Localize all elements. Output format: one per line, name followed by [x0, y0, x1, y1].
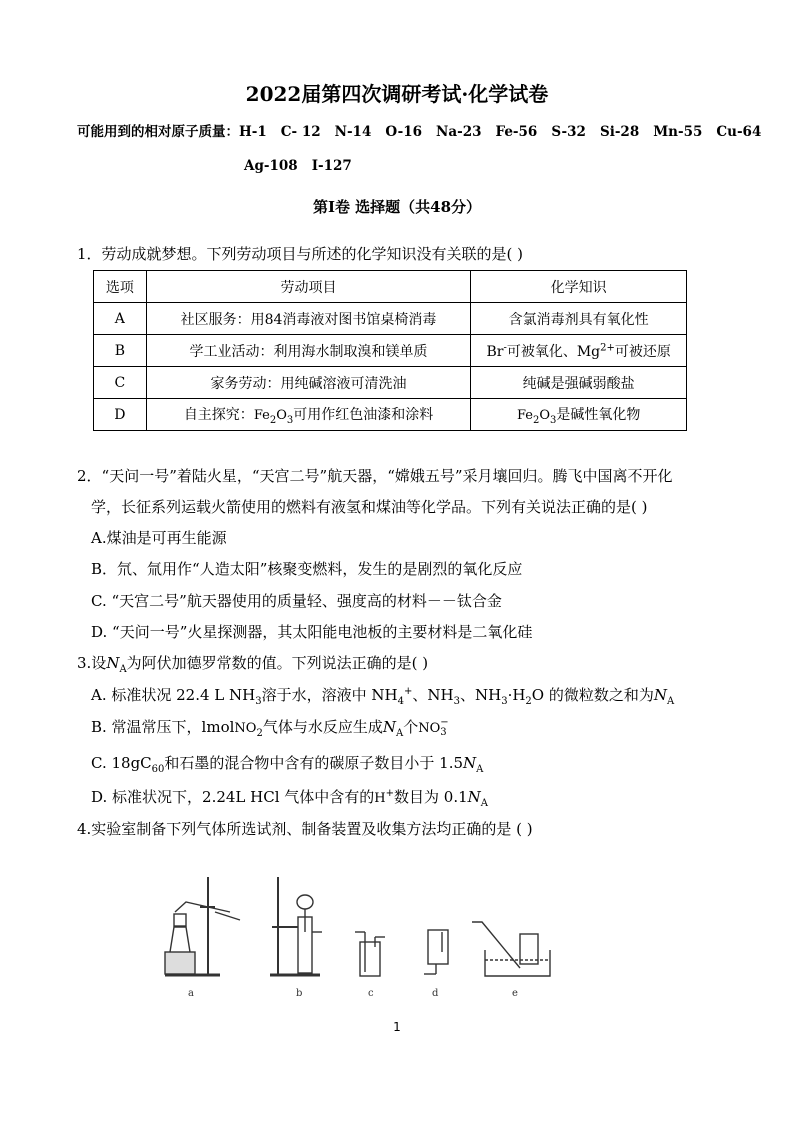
- avogadro-symbol: N: [382, 718, 396, 736]
- q3-option-d: [91, 786, 488, 809]
- apparatus-c-image: [355, 932, 385, 976]
- table-row: [94, 367, 687, 399]
- formula: Mg: [576, 343, 601, 360]
- q2-option-b: B．氘、氚用作“人造太阳”核聚变燃料，发生的是剧烈的氧化反应: [91, 560, 523, 578]
- row-labor: 学工业活动：利用海水制取溴和镁单质: [146, 335, 471, 367]
- subscript: A: [119, 664, 127, 675]
- q4-stem: 4.实验室制备下列气体所选试剂、制备装置及收集方法均正确的是 ( ): [77, 820, 533, 838]
- subscript: A: [395, 728, 404, 739]
- avogadro-symbol: N: [463, 754, 477, 772]
- text: 溶于水，溶液中 NH: [261, 686, 398, 704]
- subscript: 2: [256, 728, 263, 739]
- apparatus-a-image: [165, 877, 240, 975]
- mass-item: N-14: [334, 124, 372, 140]
- avogadro-symbol: N: [106, 654, 120, 672]
- text: 可被氧化、: [506, 343, 577, 360]
- header-labor: 劳动项目: [146, 271, 471, 303]
- q2-option-a: A.煤油是可再生能源: [91, 529, 227, 547]
- subscript: 3: [453, 696, 460, 707]
- text: O 的微粒数之和为: [531, 686, 654, 704]
- mass-item: C- 12: [280, 124, 321, 140]
- formula: C: [140, 754, 152, 772]
- formula: O: [276, 407, 287, 423]
- row-knowledge: [471, 335, 687, 367]
- row-knowledge: [471, 399, 687, 431]
- atomic-masses-line2: [244, 158, 366, 174]
- apparatus-b-image: [270, 877, 322, 975]
- subscript: 60: [151, 764, 165, 775]
- apparatus-e-image: [472, 922, 550, 976]
- row-labor: [146, 399, 471, 431]
- apparatus-d-image: [424, 930, 448, 974]
- atomic-masses-line1: [77, 120, 775, 140]
- text: C. 18g: [91, 754, 141, 772]
- table-row: [94, 335, 687, 367]
- subscript: A: [480, 798, 488, 809]
- row-option: D: [94, 399, 147, 431]
- apparatus-figure: [160, 872, 560, 1002]
- subscript: 2: [525, 696, 532, 707]
- mass-item: Mn-55: [653, 124, 703, 140]
- row-option: A: [94, 303, 147, 335]
- q1-stem: 1．劳动成就梦想。下列劳动项目与所述的化学知识没有关联的是( ): [77, 245, 524, 263]
- mass-item: Cu-64: [716, 124, 762, 140]
- mass-item: H-1: [239, 124, 267, 140]
- header-knowledge: 化学知识: [471, 271, 687, 303]
- subscript: 3: [286, 414, 294, 426]
- mass-item: Si-28: [599, 124, 640, 140]
- subscript: A: [476, 764, 484, 775]
- charge: 2+: [600, 341, 615, 353]
- avogadro-symbol: N: [467, 788, 481, 806]
- exam-title: 2022届第四次调研考试·化学试卷: [245, 82, 549, 106]
- formula: NO: [418, 721, 441, 736]
- q2-stem-line1: 2．“天问一号”着陆火星，“天宫二号”航天器，“嫦娥五号”采月壤回归。腾飞中国离不开化: [77, 467, 673, 485]
- page-number: 1: [393, 1020, 401, 1034]
- text: 气体与水反应生成: [262, 718, 383, 736]
- subscript: 3: [501, 696, 508, 707]
- subscript: 2: [532, 414, 540, 426]
- q3-stem: [77, 652, 428, 675]
- q3-option-c: [91, 752, 483, 775]
- text: 3.设: [77, 654, 107, 672]
- text: 可用作红色油漆和涂料: [293, 406, 434, 423]
- text: 个: [403, 718, 419, 736]
- formula: NO: [234, 721, 257, 736]
- mass-item: Fe-56: [495, 124, 538, 140]
- row-knowledge: 含氯消毒剂具有氧化性: [471, 303, 687, 335]
- subscript: 3: [550, 414, 557, 426]
- atomic-masses-label: 可能用到的相对原子质量：: [77, 124, 239, 140]
- formula: Fe: [516, 407, 533, 423]
- text: 数目为 0.1: [394, 788, 468, 806]
- text: 可被还原: [614, 343, 671, 360]
- apparatus-label-e: e: [512, 988, 518, 999]
- subscript: 2: [269, 414, 277, 426]
- subscript: 4: [397, 696, 404, 707]
- row-labor: 家务劳动：用纯碱溶液可清洗油: [146, 367, 471, 399]
- charge: +: [385, 788, 395, 799]
- subscript: A: [667, 696, 675, 707]
- table-row: [94, 399, 687, 431]
- text: ·H: [507, 686, 526, 704]
- text: 为阿伏加德罗常数的值。下列说法正确的是( ): [126, 654, 429, 672]
- apparatus-label-b: b: [296, 988, 303, 999]
- mass-item: O-16: [385, 124, 422, 140]
- q2-option-c: C. “天宫二号”航天器使用的质量轻、强度高的材料－－钛合金: [91, 592, 502, 610]
- q1-table: [93, 270, 687, 431]
- formula: Fe: [253, 407, 270, 423]
- table-row: [94, 303, 687, 335]
- mass-item: S-32: [551, 124, 586, 140]
- section-heading: 第Ⅰ卷 选择题（共48分）: [312, 198, 482, 216]
- charge: +: [403, 686, 413, 697]
- apparatus-label-d: d: [432, 988, 439, 999]
- row-option: C: [94, 367, 147, 399]
- text: 是碱性氧化物: [556, 406, 641, 423]
- formula: H: [374, 791, 386, 806]
- text: 、NH: [412, 686, 454, 704]
- row-labor: 社区服务：用84消毒液对图书馆桌椅消毒: [146, 303, 471, 335]
- header-option: 选项: [94, 271, 147, 303]
- formula: O: [539, 407, 550, 423]
- apparatus-label-c: c: [368, 988, 374, 999]
- apparatus-label-a: a: [188, 988, 194, 999]
- table-header-row: [94, 271, 687, 303]
- subscript: 3: [255, 696, 262, 707]
- mass-item: Ag-108: [244, 158, 298, 174]
- q2-stem-line2: 学，长征系列运载火箭使用的燃料有液氢和煤油等化学品。下列有关说法正确的是( ): [91, 498, 648, 516]
- row-knowledge: 纯碱是强碱弱酸盐: [471, 367, 687, 399]
- charge-stack: [440, 718, 448, 738]
- charge: −: [440, 717, 449, 728]
- q3-option-a: [91, 684, 674, 707]
- text: D. 标准状况下，2.24L HCl 气体中含有的: [91, 788, 375, 806]
- mass-item: Na-23: [436, 124, 482, 140]
- row-option: B: [94, 335, 147, 367]
- text: 自主探究：: [183, 406, 254, 423]
- charge: -: [503, 341, 507, 353]
- subscript: 3: [440, 727, 447, 738]
- q2-option-d: D. “天问一号”火星探测器，其太阳能电池板的主要材料是二氧化硅: [91, 623, 533, 641]
- avogadro-symbol: N: [653, 686, 667, 704]
- text: 、NH: [459, 686, 502, 704]
- mass-item: I-127: [311, 158, 352, 174]
- text: B. 常温常压下，lmol: [91, 718, 235, 736]
- q3-option-b: [91, 716, 449, 739]
- text: A. 标准状况 22.4 L NH: [91, 686, 256, 704]
- formula: Br: [486, 343, 504, 360]
- text: 和石墨的混合物中含有的碳原子数目小于 1.5: [164, 754, 464, 772]
